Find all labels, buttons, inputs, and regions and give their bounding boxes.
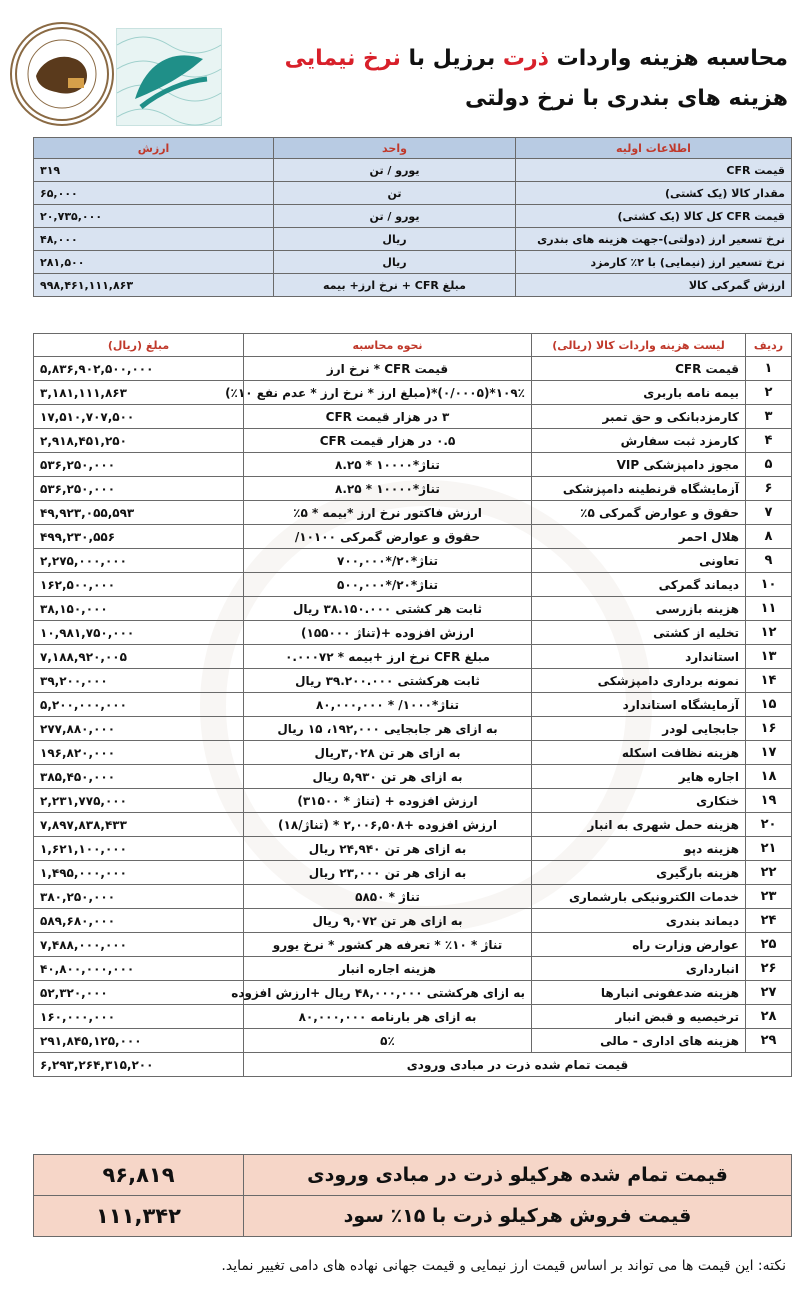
table-row	[34, 477, 792, 501]
table-row	[34, 861, 792, 885]
association-logo-icon	[12, 24, 112, 124]
summary-cost-value: ۹۶,۸۱۹	[34, 1155, 244, 1196]
table-row	[34, 405, 792, 429]
table-row	[34, 429, 792, 453]
info-unit: مبلغ CFR + نرخ ارز+ بیمه	[274, 274, 516, 297]
calc-method: قیمت CFR * نرخ ارز	[244, 357, 532, 381]
row-number: ۱۸	[746, 765, 792, 789]
info-header-row	[34, 138, 792, 159]
row-number: ۲۲	[746, 861, 792, 885]
summary-table	[33, 1154, 792, 1237]
table-row	[34, 813, 792, 837]
table-row	[34, 909, 792, 933]
amount: ۱۶۲,۵۰۰,۰۰۰	[34, 573, 244, 597]
calc-method: تناژ*۱۰۰۰۰ * ۸.۲۵	[244, 453, 532, 477]
calc-method: ۵٪	[244, 1029, 532, 1053]
info-value: ۴۸,۰۰۰	[34, 228, 274, 251]
calc-method: تناژ*۱۰۰۰/ * ۸۰,۰۰۰,۰۰۰	[244, 693, 532, 717]
cost-item: هزینه ضدعفونی انبارها	[532, 981, 746, 1005]
info-row	[34, 182, 792, 205]
table-row	[34, 693, 792, 717]
row-number: ۱۴	[746, 669, 792, 693]
row-number: ۷	[746, 501, 792, 525]
calc-method: حقوق و عوارض گمرکی ۱۰۱۰۰/	[244, 525, 532, 549]
calc-method: ۰.۵ در هزار قیمت CFR	[244, 429, 532, 453]
table-row	[34, 885, 792, 909]
row-number: ۱۵	[746, 693, 792, 717]
calc-method: به ازای هر تن ۲۴,۹۴۰ ریال	[244, 837, 532, 861]
amount: ۳۹,۲۰۰,۰۰۰	[34, 669, 244, 693]
row-number: ۱۹	[746, 789, 792, 813]
info-table	[33, 137, 792, 297]
cost-header-row	[34, 334, 792, 357]
amount: ۱۹۶,۸۲۰,۰۰۰	[34, 741, 244, 765]
cost-item: بیمه نامه باربری	[532, 381, 746, 405]
table-row	[34, 741, 792, 765]
amount: ۱۶۰,۰۰۰,۰۰۰	[34, 1005, 244, 1029]
cost-header-cell: مبلغ (ریال)	[34, 334, 244, 357]
cost-item: دیماند گمرکی	[532, 573, 746, 597]
amount: ۲۷۷,۸۸۰,۰۰۰	[34, 717, 244, 741]
amount: ۲,۹۱۸,۴۵۱,۲۵۰	[34, 429, 244, 453]
cost-header-cell: لیست هزینه واردات کالا (ریالی)	[532, 334, 746, 357]
cost-item: اجاره هایر	[532, 765, 746, 789]
row-number: ۱۶	[746, 717, 792, 741]
summary-sale-value: ۱۱۱,۳۴۲	[34, 1196, 244, 1237]
row-number: ۵	[746, 453, 792, 477]
total-value: ۶,۲۹۳,۲۶۴,۳۱۵,۲۰۰	[34, 1053, 244, 1077]
calc-method: ارزش فاکتور نرخ ارز *بیمه * ۵٪	[244, 501, 532, 525]
amount: ۷,۴۸۸,۰۰۰,۰۰۰	[34, 933, 244, 957]
amount: ۵,۸۳۶,۹۰۲,۵۰۰,۰۰۰	[34, 357, 244, 381]
title-text: محاسبه هزینه واردات	[556, 46, 788, 71]
cost-item: استاندارد	[532, 645, 746, 669]
amount: ۵,۲۰۰,۰۰۰,۰۰۰	[34, 693, 244, 717]
amount: ۲۹۱,۸۴۵,۱۲۵,۰۰۰	[34, 1029, 244, 1053]
row-number: ۲۴	[746, 909, 792, 933]
row-number: ۱	[746, 357, 792, 381]
row-number: ۱۲	[746, 621, 792, 645]
cost-item: هزینه حمل شهری به انبار	[532, 813, 746, 837]
cost-item: آزمایشگاه قرنطینه دامپزشکی	[532, 477, 746, 501]
calc-method: به ازای هر تن ۹,۰۷۲ ریال	[244, 909, 532, 933]
cost-item: جابجایی لودر	[532, 717, 746, 741]
cost-header-cell: ردیف	[746, 334, 792, 357]
calc-method: هزینه اجاره انبار	[244, 957, 532, 981]
cost-item: هزینه دپو	[532, 837, 746, 861]
page-title-line2: هزینه های بندری با نرخ دولتی	[464, 86, 788, 111]
footnote: نکته: این قیمت ها می تواند بر اساس قیمت ارز نیمایی و قیمت جهانی نهاده های دامی تغییر نماید.	[221, 1258, 786, 1274]
table-row	[34, 573, 792, 597]
title-text: برزیل با	[408, 46, 496, 71]
cost-item: دیماند بندری	[532, 909, 746, 933]
amount: ۵۲,۳۲۰,۰۰۰	[34, 981, 244, 1005]
cost-item: خنکاری	[532, 789, 746, 813]
calc-method: تناژ * ۱۰٪ * تعرفه هر کشور * نرخ یورو	[244, 933, 532, 957]
info-header-cell: واحد	[274, 138, 516, 159]
cost-item: مجوز دامپزشکی VIP	[532, 453, 746, 477]
info-row	[34, 274, 792, 297]
calc-method: تناژ*۲۰/*۵۰۰,۰۰۰	[244, 573, 532, 597]
calc-method: تناژ*۱۰۰۰۰ * ۸.۲۵	[244, 477, 532, 501]
row-number: ۴	[746, 429, 792, 453]
cost-item: هزینه نظافت اسکله	[532, 741, 746, 765]
amount: ۱۰,۹۸۱,۷۵۰,۰۰۰	[34, 621, 244, 645]
title-highlight-rate: نرخ نیمایی	[284, 46, 401, 71]
amount: ۵۸۹,۶۸۰,۰۰۰	[34, 909, 244, 933]
cost-item: انبارداری	[532, 957, 746, 981]
calc-method: ۱۰۹٪*(۰/۰۰۰۵)*(مبلغ ارز * نرخ ارز * عدم نفع ۱۰٪)	[244, 381, 532, 405]
amount: ۱,۴۹۵,۰۰۰,۰۰۰	[34, 861, 244, 885]
row-number: ۲۶	[746, 957, 792, 981]
table-row	[34, 933, 792, 957]
row-number: ۲۹	[746, 1029, 792, 1053]
calc-method: ارزش افزوده + (تناژ * ۳۱۵۰۰)	[244, 789, 532, 813]
amount: ۱,۶۲۱,۱۰۰,۰۰۰	[34, 837, 244, 861]
cost-item: خدمات الکترونیکی بارشماری	[532, 885, 746, 909]
info-unit: یورو / تن	[274, 159, 516, 182]
calc-method: به ازای هر تن ۵,۹۳۰ ریال	[244, 765, 532, 789]
table-row	[34, 1005, 792, 1029]
table-row	[34, 957, 792, 981]
brand-logo	[116, 28, 222, 126]
calc-method: به ازای هرکشتی ۴۸,۰۰۰,۰۰۰ ریال +ارزش افزوده	[244, 981, 532, 1005]
table-row	[34, 717, 792, 741]
table-row	[34, 1029, 792, 1053]
info-label: نرخ تسعیر ارز (دولتی)-جهت هزینه های بندری	[516, 228, 792, 251]
row-number: ۲۸	[746, 1005, 792, 1029]
amount: ۳,۱۸۱,۱۱۱,۸۶۳	[34, 381, 244, 405]
calc-method: تناژ*۲۰/*۷۰۰,۰۰۰	[244, 549, 532, 573]
cost-item: آزمایشگاه استاندارد	[532, 693, 746, 717]
amount: ۴۹,۹۲۳,۰۵۵,۵۹۳	[34, 501, 244, 525]
amount: ۲,۲۳۱,۷۷۵,۰۰۰	[34, 789, 244, 813]
info-label: قیمت CFR کل کالا (یک کشتی)	[516, 205, 792, 228]
row-number: ۶	[746, 477, 792, 501]
row-number: ۹	[746, 549, 792, 573]
page-title-line1	[285, 46, 788, 71]
calc-method: به ازای هر بارنامه ۸۰,۰۰۰,۰۰۰	[244, 1005, 532, 1029]
summary-row-cost	[34, 1155, 792, 1196]
table-row	[34, 357, 792, 381]
info-row	[34, 228, 792, 251]
cost-item: تعاونی	[532, 549, 746, 573]
header	[0, 0, 800, 130]
row-number: ۱۰	[746, 573, 792, 597]
cost-total-row	[34, 1053, 792, 1077]
calc-method: به ازای هر تن ۲۳,۰۰۰ ریال	[244, 861, 532, 885]
table-row	[34, 549, 792, 573]
info-value: ۲۸۱,۵۰۰	[34, 251, 274, 274]
table-row	[34, 381, 792, 405]
table-row	[34, 501, 792, 525]
cost-item: هزینه های اداری - مالی	[532, 1029, 746, 1053]
amount: ۴۰,۸۰۰,۰۰۰,۰۰۰	[34, 957, 244, 981]
summary-cost-label: قیمت تمام شده هرکیلو ذرت در مبادی ورودی	[244, 1155, 792, 1196]
table-row	[34, 597, 792, 621]
amount: ۱۷,۵۱۰,۷۰۷,۵۰۰	[34, 405, 244, 429]
amount: ۲,۲۷۵,۰۰۰,۰۰۰	[34, 549, 244, 573]
table-row	[34, 981, 792, 1005]
info-unit: یورو / تن	[274, 205, 516, 228]
info-row	[34, 159, 792, 182]
summary-row-sale	[34, 1196, 792, 1237]
amount: ۷,۱۸۸,۹۲۰,۰۰۵	[34, 645, 244, 669]
total-label: قیمت تمام شده ذرت در مبادی ورودی	[244, 1053, 792, 1077]
info-unit: ریال	[274, 251, 516, 274]
calc-method: به ازای هر تن ۳,۰۲۸ریال	[244, 741, 532, 765]
table-row	[34, 645, 792, 669]
title-highlight-commodity: ذرت	[502, 46, 549, 71]
amount: ۳۸,۱۵۰,۰۰۰	[34, 597, 244, 621]
cost-item: قیمت CFR	[532, 357, 746, 381]
table-row	[34, 525, 792, 549]
row-number: ۲۱	[746, 837, 792, 861]
calc-method: ثابت هر کشتی ۳۸.۱۵۰.۰۰۰ ریال	[244, 597, 532, 621]
cost-item: کارمزد ثبت سفارش	[532, 429, 746, 453]
row-number: ۲۷	[746, 981, 792, 1005]
calc-method: تناژ * ۵۸۵۰	[244, 885, 532, 909]
cost-item: حقوق و عوارض گمرکی ۵٪	[532, 501, 746, 525]
amount: ۵۳۶,۲۵۰,۰۰۰	[34, 453, 244, 477]
calc-method: مبلغ CFR نرخ ارز +بیمه * ۰.۰۰۰۷۲	[244, 645, 532, 669]
amount: ۴۹۹,۲۳۰,۵۵۶	[34, 525, 244, 549]
info-label: ارزش گمرکی کالا	[516, 274, 792, 297]
cost-table	[33, 333, 792, 1077]
calc-method: ۳ در هزار قیمت CFR	[244, 405, 532, 429]
table-row	[34, 669, 792, 693]
info-label: نرخ تسعیر ارز (نیمایی) با ۲٪ کارمزد	[516, 251, 792, 274]
table-row	[34, 765, 792, 789]
row-number: ۲۳	[746, 885, 792, 909]
cost-item: هزینه بارگیری	[532, 861, 746, 885]
row-number: ۲	[746, 381, 792, 405]
table-row	[34, 621, 792, 645]
info-value: ۲۰,۷۳۵,۰۰۰	[34, 205, 274, 228]
row-number: ۱۱	[746, 597, 792, 621]
row-number: ۲۰	[746, 813, 792, 837]
info-header-cell: ارزش	[34, 138, 274, 159]
amount: ۳۸۰,۲۵۰,۰۰۰	[34, 885, 244, 909]
row-number: ۱۷	[746, 741, 792, 765]
info-unit: ریال	[274, 228, 516, 251]
cost-item: ترخیصیه و قبض انبار	[532, 1005, 746, 1029]
table-row	[34, 453, 792, 477]
calc-method: ارزش افزوده +۲,۰۰۶,۵۰۸ * (تناژ/۱۸)	[244, 813, 532, 837]
cost-item: کارمزدبانکی و حق تمبر	[532, 405, 746, 429]
info-value: ۳۱۹	[34, 159, 274, 182]
calc-method: ثابت هرکشتی ۳۹.۲۰۰.۰۰۰ ریال	[244, 669, 532, 693]
association-logo	[10, 22, 114, 126]
info-row	[34, 251, 792, 274]
amount: ۷,۸۹۷,۸۳۸,۴۳۳	[34, 813, 244, 837]
row-number: ۸	[746, 525, 792, 549]
cost-item: تخلیه از کشتی	[532, 621, 746, 645]
info-label: قیمت CFR	[516, 159, 792, 182]
summary-sale-label: قیمت فروش هرکیلو ذرت با ۱۵٪ سود	[244, 1196, 792, 1237]
cost-item: عوارض وزارت راه	[532, 933, 746, 957]
amount: ۳۸۵,۴۵۰,۰۰۰	[34, 765, 244, 789]
calc-method: به ازای هر جابجایی ۱۹۲,۰۰۰، ۱۵ ریال	[244, 717, 532, 741]
info-unit: تن	[274, 182, 516, 205]
info-value: ۶۵,۰۰۰	[34, 182, 274, 205]
info-row	[34, 205, 792, 228]
cost-item: نمونه برداری دامپزشکی	[532, 669, 746, 693]
brand-logo-icon	[117, 29, 221, 125]
info-value: ۹۹۸,۴۶۱,۱۱۱,۸۶۳	[34, 274, 274, 297]
row-number: ۲۵	[746, 933, 792, 957]
row-number: ۱۳	[746, 645, 792, 669]
calc-method: ارزش افزوده +(تناژ ۱۵۵۰۰۰)	[244, 621, 532, 645]
info-label: مقدار کالا (یک کشتی)	[516, 182, 792, 205]
table-row	[34, 837, 792, 861]
cost-item: هلال احمر	[532, 525, 746, 549]
cost-item: هزینه بازرسی	[532, 597, 746, 621]
table-row	[34, 789, 792, 813]
row-number: ۳	[746, 405, 792, 429]
cost-header-cell: نحوه محاسبه	[244, 334, 532, 357]
amount: ۵۳۶,۲۵۰,۰۰۰	[34, 477, 244, 501]
info-header-cell: اطلاعات اولیه	[516, 138, 792, 159]
